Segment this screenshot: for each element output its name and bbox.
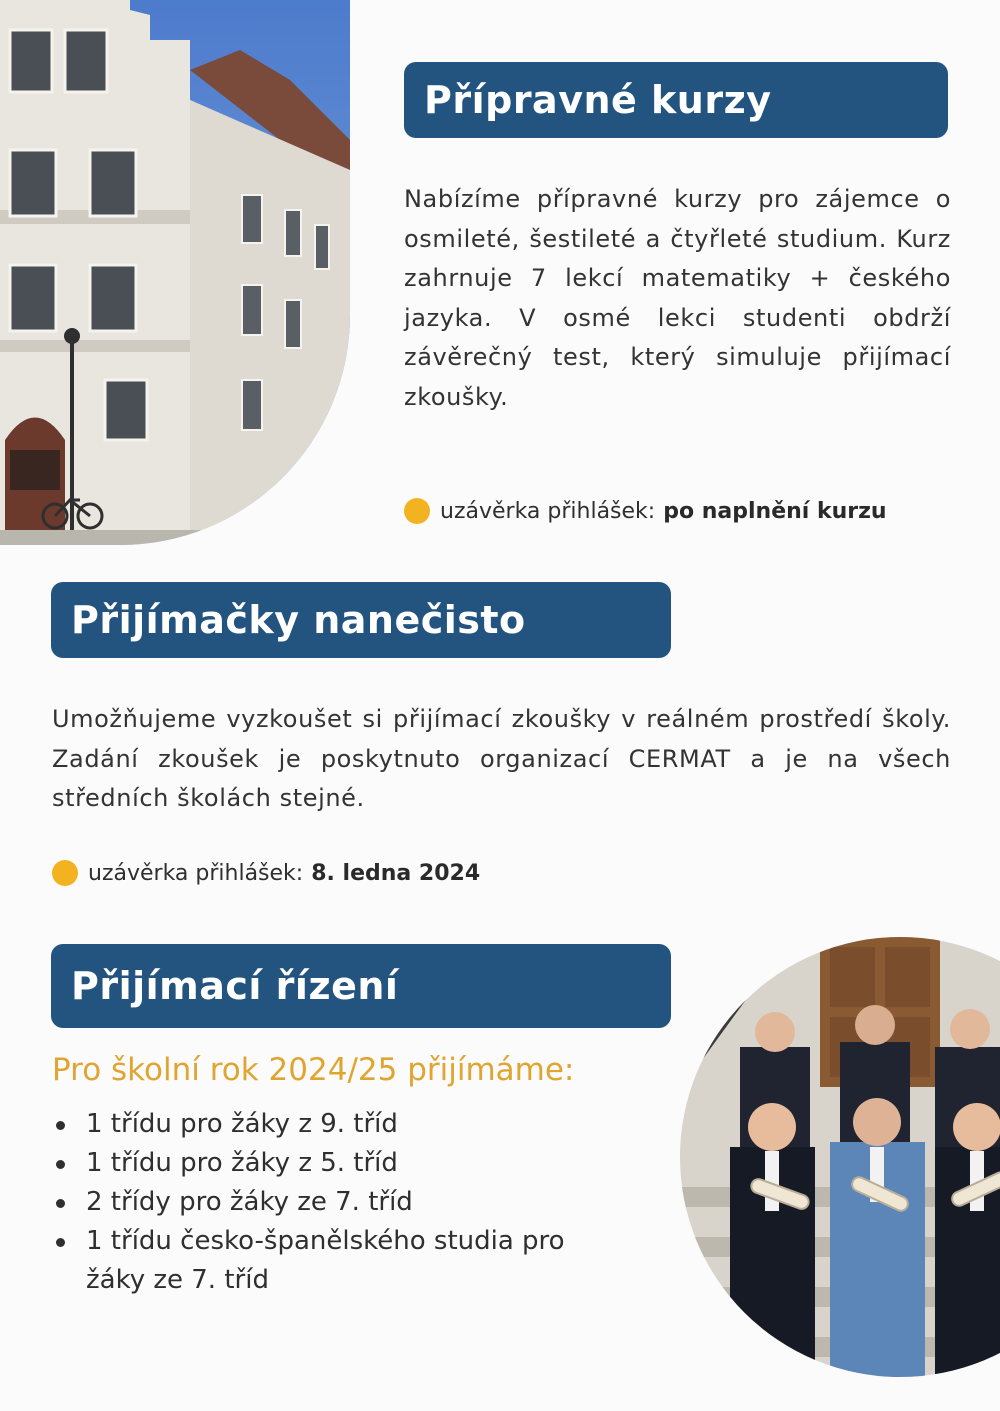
- deadline-label: uzávěrka přihlášek:: [88, 860, 304, 886]
- school-building-photo: [0, 0, 350, 545]
- students-photo: [680, 937, 1000, 1377]
- header-prijimaci-rizeni: [51, 944, 671, 1028]
- list-item: 1 třídu pro žáky z 9. tříd: [52, 1105, 606, 1144]
- list-item: 2 třídy pro žáky ze 7. tříd: [52, 1183, 606, 1222]
- deadline-value: po naplnění kurzu: [663, 498, 887, 524]
- admission-list: [52, 1105, 606, 1300]
- section-title: Přípravné kurzy: [424, 78, 772, 122]
- admission-subheading: Pro školní rok 2024/25 přijímáme:: [52, 1052, 575, 1088]
- bullet-dot-icon: [52, 860, 78, 886]
- kurzy-description: Nabízíme přípravné kurzy pro zájemce o osmileté, šestileté a čtyřleté studium. Kurz zahrnuje 7 lekcí matematiky + českého jazyka. V osmé lekci studenti obdrží závěrečný test, který simuluje přijímací zkoušky.: [404, 185, 951, 411]
- nanecisto-deadline: [52, 860, 480, 886]
- header-pripravne-kurzy: [404, 62, 948, 138]
- header-prijimacky-nanecisto: [51, 582, 671, 658]
- section-title: Přijímačky nanečisto: [71, 598, 526, 642]
- nanecisto-description: Umožňujeme vyzkoušet si přijímací zkoušky v reálném prostředí školy. Zadání zkoušek je poskytnuto organizací CERMAT a je na všech středních školách stejné.: [52, 705, 951, 812]
- kurzy-deadline: [404, 498, 887, 524]
- list-item: 1 třídu pro žáky z 5. tříd: [52, 1144, 606, 1183]
- bullet-dot-icon: [404, 498, 430, 524]
- list-item: 1 třídu česko-španělského studia pro žáky ze 7. tříd: [52, 1222, 606, 1300]
- deadline-value: 8. ledna 2024: [311, 860, 481, 886]
- deadline-label: uzávěrka přihlášek:: [440, 498, 656, 524]
- section-title: Přijímací řízení: [71, 964, 399, 1008]
